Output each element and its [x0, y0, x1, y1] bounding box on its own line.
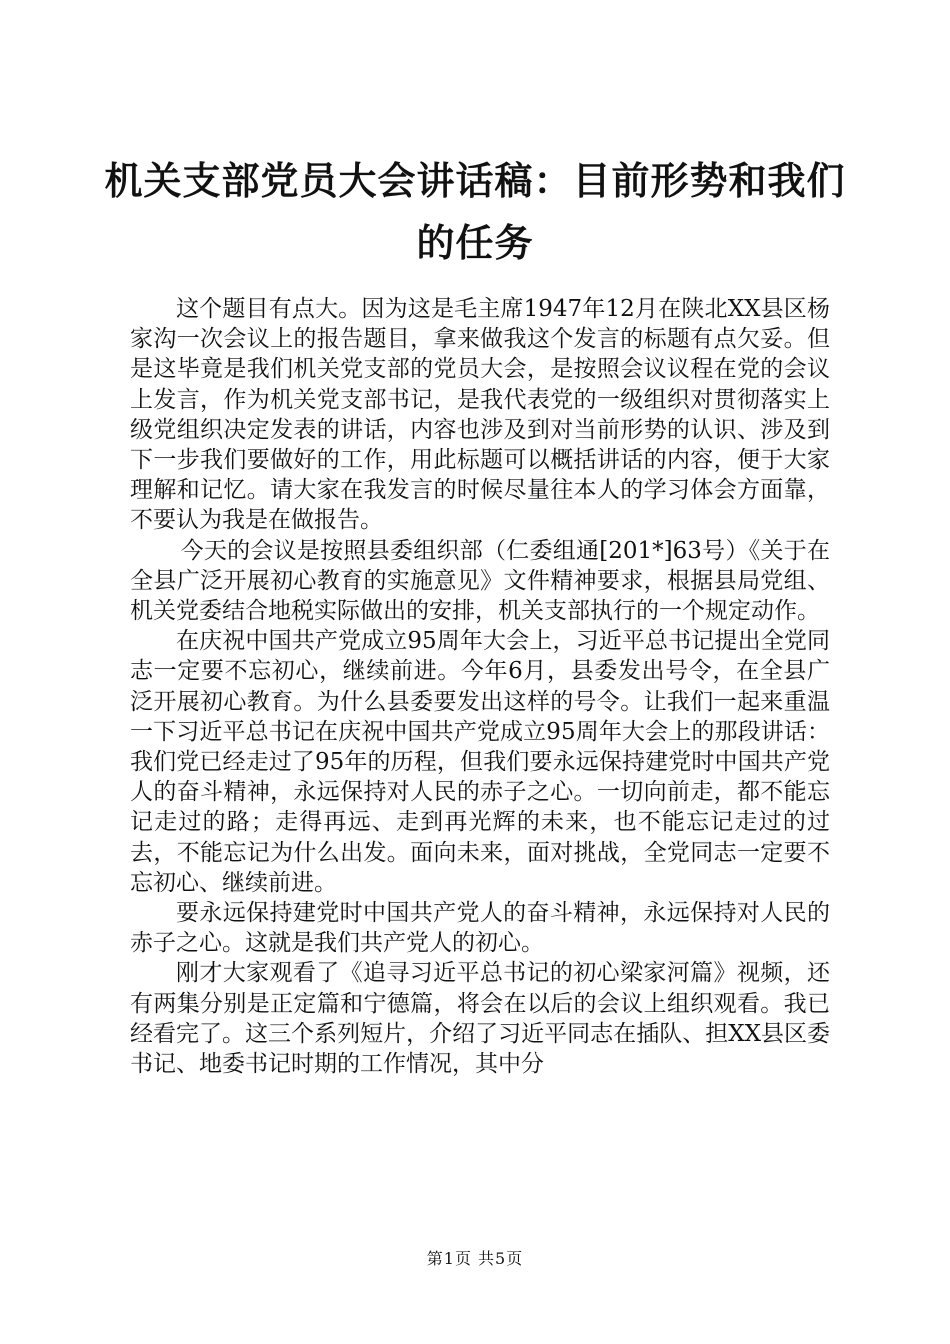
- page-number-footer: 第1页 共5页: [426, 1249, 524, 1268]
- paragraph-1: 这个题目有点大。因为这是毛主席1947年12月在陕北XX县区杨家沟一次会议上的报告题目，拿来做我这个发言的标题有点欠妥。但是这毕竟是我们机关党支部的党员大会，是按照会议议程在党的会议上发言，作为机关党支部书记，是我代表党的一级组织对贯彻落实上级党组织决定发表的讲话，内容也涉及到对当前形势的认识、涉及到下一步我们要做好的工作，用此标题可以概括讲话的内容，便于大家理解和记忆。请大家在我发言的时候尽量往本人的学习体会方面靠，不要认为我是在做报告。: [130, 296, 830, 534]
- paragraph-3: 在庆祝中国共产党成立95周年大会上，习近平总书记提出全党同志一定要不忘初心，继续前进。今年6月，县委发出号令，在全县广泛开展初心教育。为什么县委要发出这样的号令。让我们一起来重温一下习近平总书记在庆祝中国共产党成立95周年大会上的那段讲话：我们党已经走过了95年的历程，但我们要永远保持建党时中国共产党人的奋斗精神，永远保持对人民的赤子之心。一切向前走，都不能忘记走过的路；走得再远、走到再光辉的未来，也不能忘记走过的过去，不能忘记为什么出发。面向未来，面对挑战，全党同志一定要不忘初心、继续前进。: [130, 628, 830, 896]
- paragraph-5: 刚才大家观看了《追寻习近平总书记的初心梁家河篇》视频，还有两集分别是正定篇和宁德篇，将会在以后的会议上组织观看。我已经看完了。这三个系列短片，介绍了习近平同志在插队、担XX县区委书记、地委书记时期的工作情况，其中分: [130, 960, 830, 1078]
- document-title: 机关支部党员大会讲话稿：目前形势和我们的任务: [104, 158, 846, 265]
- document-body: [130, 294, 830, 1079]
- paragraph-4: 要永远保持建党时中国共产党人的奋斗精神，永远保持对人民的赤子之心。这就是我们共产党人的初心。: [130, 900, 830, 957]
- paragraph-2: 今天的会议是按照县委组织部（仁委组通[201*]63号）《关于在全县广泛开展初心教育的实施意见》文件精神要求，根据县局党组、机关党委结合地税实际做出的安排，机关支部执行的一个规定动作。: [130, 537, 830, 625]
